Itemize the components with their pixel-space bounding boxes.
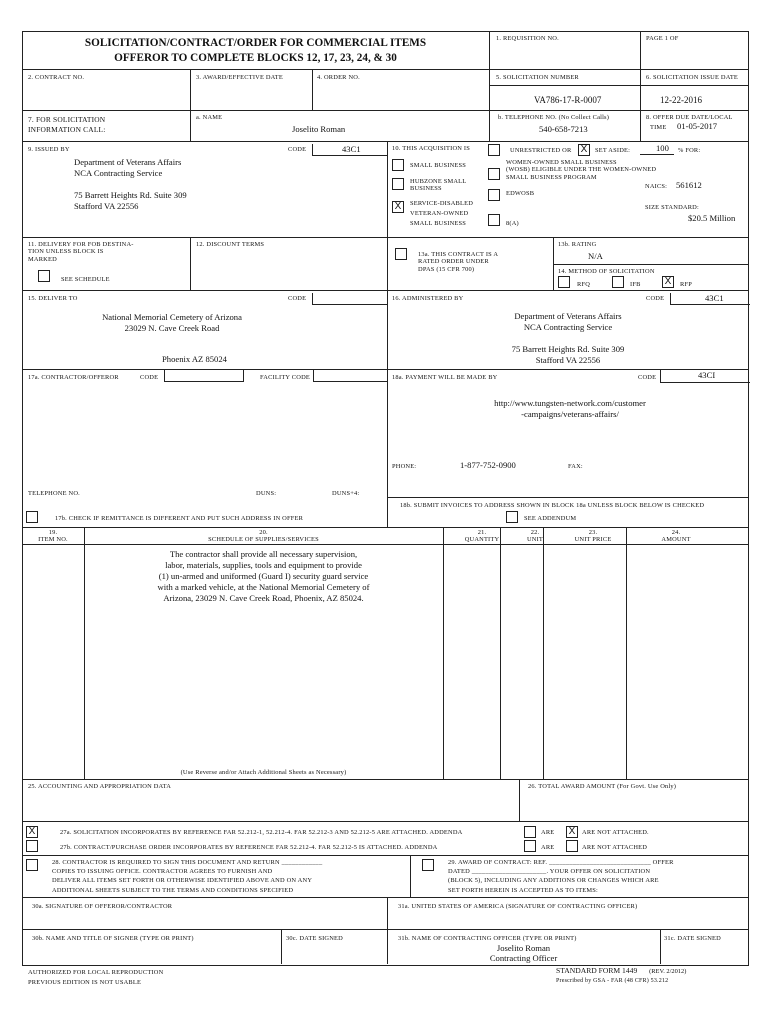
page-label: PAGE 1 OF <box>646 35 679 42</box>
unrestricted-checkbox[interactable] <box>488 144 500 156</box>
info-phone: 540-658-7213 <box>539 124 588 134</box>
phone-label: PHONE: <box>392 463 417 470</box>
order-no-label: 4. ORDER NO. <box>317 74 360 81</box>
rating-value: N/A <box>588 251 603 261</box>
rule <box>387 497 749 498</box>
rule <box>489 31 490 141</box>
rule <box>22 527 749 528</box>
29-checkbox[interactable] <box>422 859 434 871</box>
col-unit-price: 23. UNIT PRICE <box>574 529 612 544</box>
name-label: a. NAME <box>196 114 223 121</box>
rule <box>489 85 749 86</box>
rule <box>22 290 749 291</box>
see-schedule-label: SEE SCHEDULE <box>61 276 110 283</box>
administered-by-code-label: CODE <box>646 295 665 302</box>
rule <box>22 855 749 856</box>
rule <box>22 821 749 822</box>
set-aside-percent: 100 <box>656 143 669 153</box>
rule <box>190 237 191 290</box>
eight-a-label: 8(A) <box>506 220 519 227</box>
col-amount: 24. AMOUNT <box>661 529 691 544</box>
see-schedule-checkbox[interactable] <box>38 270 50 282</box>
ifb-label: IFB <box>630 281 641 288</box>
method-label: 14. METHOD OF SOLICITATION <box>558 268 655 275</box>
29-text: 29. AWARD OF CONTRACT: REF. ______________________________ OFFER DATED ______________________. YOUR OFFER ON SOLICITATION (BLOCK 5), INCLUDING ANY ADDITIONS OR CHANGES WHICH ARE SET FORTH HEREIN IS ACCEPTED AS TO ITEMS: <box>448 859 674 894</box>
deliver-to-city: Phoenix AZ 85024 <box>162 354 227 364</box>
reverse-note: (Use Reverse and/or Attach Additional Sheets as Necessary) <box>180 769 347 776</box>
27a-are-label: ARE <box>541 829 555 836</box>
sdvosb-checkbox[interactable]: X <box>392 201 404 213</box>
footer-prescribed: Prescribed by GSA - FAR (48 CFR) 53.212 <box>556 978 669 984</box>
solicitation-no-label: 5. SOLICITATION NUMBER <box>496 74 579 81</box>
deliver-to-code-label: CODE <box>288 295 307 302</box>
col-unit: 22. UNIT <box>526 529 544 544</box>
27b-text: 27b. CONTRACT/PURCHASE ORDER INCORPORATES BY REFERENCE FAR 52.212-4. FAR 52.212-5 IS ATTACHED. ADDENDA <box>60 844 438 851</box>
rated-order-label: 13a. THIS CONTRACT IS A RATED ORDER UNDER DPAS (15 CFR 700) <box>418 251 499 273</box>
small-business-checkbox[interactable] <box>392 159 404 171</box>
rule <box>22 929 749 930</box>
rfp-checkbox[interactable]: X <box>662 276 674 288</box>
rule <box>543 527 544 779</box>
acquisition-label: 10. THIS ACQUISITION IS <box>392 145 470 152</box>
rule <box>190 69 191 141</box>
contract-no-label: 2. CONTRACT NO. <box>28 74 85 81</box>
27a-are-not-label: ARE NOT ATTACHED. <box>582 829 649 836</box>
contractor-code-label: CODE <box>140 374 159 381</box>
contractor-label: 17a. CONTRACTOR/OFFEROR <box>28 374 119 381</box>
remittance-checkbox[interactable] <box>26 511 38 523</box>
telephone-label: b. TELEPHONE NO. (No Collect Calls) <box>498 114 610 121</box>
duns4-label: DUNS+4: <box>332 490 360 497</box>
officer-date-label: 31c. DATE SIGNED <box>664 935 721 942</box>
eight-a-checkbox[interactable] <box>488 214 500 226</box>
hubzone-label: HUBZONE SMALL BUSINESS <box>410 178 467 193</box>
rule <box>22 237 749 238</box>
deliver-to-code-box <box>312 293 388 305</box>
payment-phone: 1-877-752-0900 <box>460 460 516 470</box>
rule <box>660 929 661 964</box>
rfp-label: RFP <box>680 281 692 288</box>
schedule-description: The contractor shall provide all necessary supervision, labor, materials, supplies, tools and equipment to provide (1) un-armed and uniformed (Guard I) security guard service with a marked vehicle, at the National Memorial Cemetery of Arizona, 23029 N. Cave Creek Road, Phoenix, AZ 85024. <box>157 549 370 603</box>
rule <box>410 855 411 897</box>
27a-checkbox[interactable]: X <box>26 826 38 838</box>
27b-checkbox[interactable] <box>26 840 38 852</box>
telephone-no-label: TELEPHONE NO. <box>28 490 80 497</box>
contractor-code-field[interactable] <box>164 370 244 382</box>
set-aside-checkbox[interactable]: X <box>578 144 590 156</box>
title-line-2: OFFEROR TO COMPLETE BLOCKS 12, 17, 23, 24, & 30 <box>114 52 397 64</box>
offeror-signature-label: 30a. SIGNATURE OF OFFEROR/CONTRACTOR <box>32 903 173 910</box>
fax-label: FAX: <box>568 463 583 470</box>
total-award-label: 26. TOTAL AWARD AMOUNT (For Govt. Use Only) <box>528 783 677 790</box>
naics-code: 561612 <box>676 180 702 190</box>
remittance-label: 17b. CHECK IF REMITTANCE IS DIFFERENT AND PUT SUCH ADDRESS IN OFFER <box>55 515 304 522</box>
offer-due-date: 01-05-2017 <box>677 121 718 131</box>
officer-name: Joselito Roman <box>496 943 551 953</box>
rule <box>553 264 749 265</box>
sdvosb-label: SERVICE-DISABLED VETERAN-OWNED SMALL BUSINESS <box>410 200 474 227</box>
rule <box>281 929 282 964</box>
see-addendum-checkbox[interactable] <box>506 511 518 523</box>
time-label: TIME <box>650 124 667 131</box>
footer-form-id <box>556 966 686 975</box>
form-revision: (REV. 2/2012) <box>649 968 687 975</box>
percent-for-label: % FOR: <box>678 147 701 154</box>
accounting-label: 25. ACCOUNTING AND APPROPRIATION DATA <box>28 783 172 790</box>
offeror-date-label: 30c. DATE SIGNED <box>286 935 343 942</box>
set-aside-label: SET ASIDE: <box>595 147 631 154</box>
payment-url[interactable]: http://www.tungsten-network.com/customer -campaigns/veterans-affairs/ <box>494 398 646 419</box>
signer-name-label: 30b. NAME AND TITLE OF SIGNER (TYPE OR PRINT) <box>32 935 194 942</box>
issue-date-label: 6. SOLICITATION ISSUE DATE <box>646 74 739 81</box>
rule <box>22 141 749 142</box>
issued-by-code-label: CODE <box>288 146 307 153</box>
rule <box>519 779 520 821</box>
submit-invoices-label: 18b. SUBMIT INVOICES TO ADDRESS SHOWN IN BLOCK 18a UNLESS BLOCK BELOW IS CHECKED <box>400 502 705 509</box>
award-date-label: 3. AWARD/EFFECTIVE DATE <box>196 74 283 81</box>
rule <box>22 544 749 545</box>
rule <box>22 779 749 780</box>
set-aside-percent-line <box>640 154 674 155</box>
issued-by-label: 9. ISSUED BY <box>28 146 70 153</box>
unrestricted-label: UNRESTRICTED OR <box>510 147 572 154</box>
info-contact-name: Joselito Roman <box>292 124 346 134</box>
form-title <box>22 36 489 66</box>
see-addendum-label: SEE ADDENDUM <box>524 515 577 522</box>
duns-label: DUNS: <box>256 490 277 497</box>
issued-by-address: Department of Veterans Affairs NCA Contracting Service 75 Barrett Heights Rd. Suite 309 Stafford VA 22556 <box>74 157 187 211</box>
administered-by-code: 43C1 <box>705 293 724 303</box>
27a-text: 27a. SOLICITATION INCORPORATES BY REFERENCE FAR 52.212-1, 52.212-4. FAR 52.212-3 AND 52.212-5 ARE ATTACHED. ADDENDA <box>60 829 463 836</box>
officer-title: Contracting Officer <box>489 953 558 963</box>
col-item-no: 19. ITEM NO. <box>38 529 68 544</box>
facility-code-label: FACILITY CODE <box>260 374 310 381</box>
size-standard: $20.5 Million <box>688 213 736 223</box>
28-checkbox[interactable] <box>26 859 38 871</box>
27b-are-not-label: ARE NOT ATTACHED <box>582 844 648 851</box>
issued-by-code: 43C1 <box>342 144 361 154</box>
rule <box>626 527 627 779</box>
solicitation-number: VA786-17-R-0007 <box>534 95 602 105</box>
rule <box>640 31 641 141</box>
wosb-label: WOMEN-OWNED SMALL BUSINESS (WOSB) ELIGIBLE UNDER THE WOMEN-OWNED SMALL BUSINESS PROGRAM <box>506 159 657 181</box>
requisition-label: 1. REQUISITION NO. <box>496 35 559 42</box>
hubzone-checkbox[interactable] <box>392 178 404 190</box>
footer-reproduction: AUTHORIZED FOR LOCAL REPRODUCTION PREVIOUS EDITION IS NOT USABLE <box>28 969 164 986</box>
delivery-fob-label: 11. DELIVERY FOR FOB DESTINA- TION UNLESS BLOCK IS MARKED <box>28 241 134 263</box>
edwosb-label: EDWOSB <box>506 190 535 197</box>
wosb-checkbox[interactable] <box>488 168 500 180</box>
27b-are-label: ARE <box>541 844 555 851</box>
small-business-label: SMALL BUSINESS <box>410 162 467 169</box>
rule <box>22 897 749 898</box>
rfq-label: RFQ <box>577 281 591 288</box>
27a-are-not-checkbox[interactable]: X <box>566 826 578 838</box>
naics-label: NAICS: <box>645 183 668 190</box>
rfq-checkbox[interactable] <box>558 276 570 288</box>
27b-are-checkbox[interactable] <box>524 840 536 852</box>
rated-order-checkbox[interactable] <box>395 248 407 260</box>
size-standard-label: SIZE STANDARD: <box>645 204 699 211</box>
officer-signature-label: 31a. UNITED STATES OF AMERICA (SIGNATURE OF CONTRACTING OFFICER) <box>398 903 638 910</box>
for-solicitation-label: 7. FOR SOLICITATION INFORMATION CALL: <box>28 115 106 134</box>
27b-are-not-checkbox[interactable] <box>566 840 578 852</box>
ifb-checkbox[interactable] <box>612 276 624 288</box>
rule <box>500 527 501 779</box>
27a-are-checkbox[interactable] <box>524 826 536 838</box>
discount-terms-label: 12. DISCOUNT TERMS <box>196 241 265 248</box>
administered-by-address: Department of Veterans Affairs NCA Contracting Service 75 Barrett Heights Rd. Suite 309 Stafford VA 22556 <box>511 311 625 365</box>
facility-code-field[interactable] <box>313 370 388 382</box>
deliver-to-address: National Memorial Cemetery of Arizona 23029 N. Cave Creek Road <box>102 312 242 333</box>
form-number: STANDARD FORM 1449 <box>556 966 638 975</box>
offer-due-label: 8. OFFER DUE DATE/LOCAL <box>646 114 733 121</box>
payment-code-label: CODE <box>638 374 657 381</box>
title-line-1: SOLICITATION/CONTRACT/ORDER FOR COMMERCIAL ITEMS <box>84 37 427 49</box>
col-quantity: 21. QUANTITY <box>464 529 500 544</box>
payment-label: 18a. PAYMENT WILL BE MADE BY <box>392 374 498 381</box>
col-schedule: 20. SCHEDULE OF SUPPLIES/SERVICES <box>208 529 319 544</box>
issue-date: 12-22-2016 <box>660 95 702 105</box>
rating-label: 13b. RATING <box>558 241 597 248</box>
deliver-to-label: 15. DELIVER TO <box>28 295 78 302</box>
officer-name-label: 31b. NAME OF CONTRACTING OFFICER (TYPE OR PRINT) <box>398 935 577 942</box>
administered-by-label: 16. ADMINISTERED BY <box>392 295 464 302</box>
payment-code: 43CI <box>698 370 716 380</box>
rule <box>443 527 444 779</box>
28-text: 28. CONTRACTOR IS REQUIRED TO SIGN THIS DOCUMENT AND RETURN ____________ COPIES TO ISSUING OFFICE. CONTRACTOR AGREES TO FURNISH AND DELIVER ALL ITEMS SET FORTH OR OTHERWISE IDENTIFIED ABOVE AND ON ANY ADDITIONAL SHEETS SUBJECT TO THE TERMS AND CONDITIONS SPECIFIED <box>52 859 323 894</box>
rule <box>312 69 313 110</box>
edwosb-checkbox[interactable] <box>488 189 500 201</box>
